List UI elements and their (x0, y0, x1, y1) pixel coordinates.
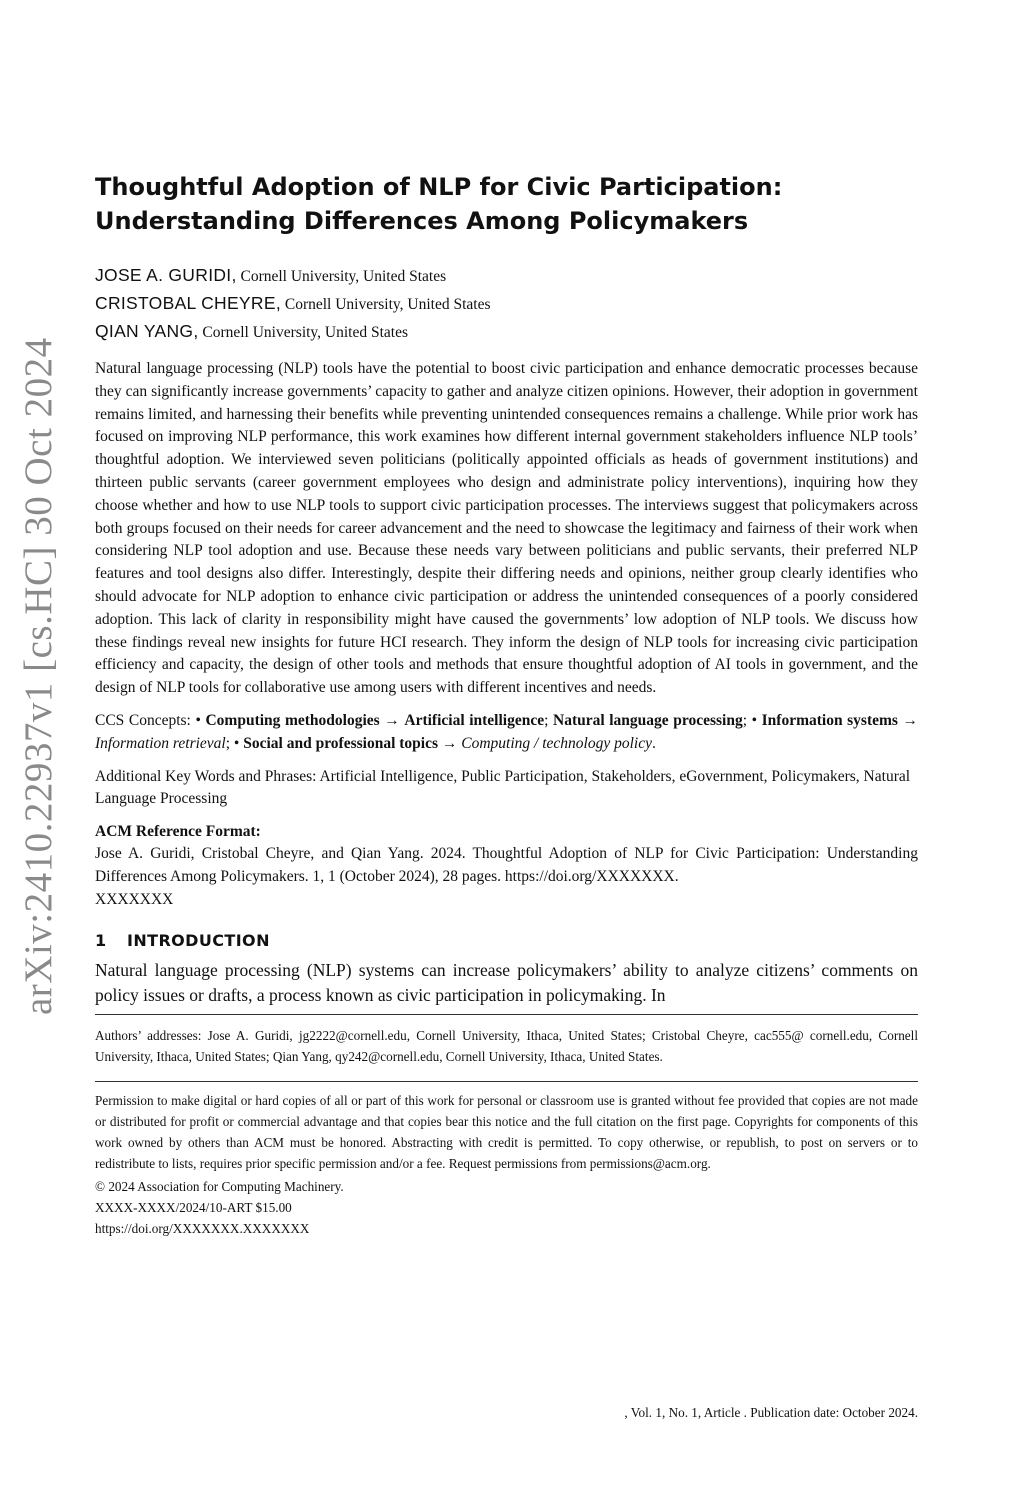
abstract: Natural language processing (NLP) tools have the potential to boost civic participation and enhance democratic processes because they can significantly increase governments’ capacity to gather and analyze citizen opinions. However, their adoption in government remains limited, and harnessing their benefits while preventing unintended consequences remains a challenge. While prior work has focused on improving NLP performance, this work examines how different internal government stakeholders influence NLP tools’ thoughtful adoption. We interviewed seven politicians (politically appointed officials as heads of government institutions) and thirteen public servants (career government employees who design and administrate policy interventions), inquiring how they choose whether and how to use NLP tools to support civic participation processes. The interviews suggest that policymakers across both groups focused on their needs for career advancement and the need to showcase the legitimacy and fairness of their work when considering NLP tool adoption and use. Because these needs vary between politicians and public servants, their preferred NLP features and tool designs also differ. Interestingly, despite their differing needs and opinions, neither group clearly identifies who should advocate for NLP adoption to enhance civic participation or address the unintended consequences of a poorly considered adoption. This lack of clarity in responsibility might have caused the governments’ low adoption of NLP tools. We discuss how these findings reveal new insights for future HCI research. They inform the design of NLP tools for increasing civic participation efficiency and capacity, the design of other tools and methods that ensure thoughtful adoption of AI tools in government, and the design of NLP tools for collaborative use among users with different incentives and needs. (95, 360, 918, 697)
section-heading (95, 930, 918, 952)
reference-format-body (95, 843, 918, 911)
ccs-concept: Natural language processing (553, 711, 743, 729)
ccs-separator: ; • (742, 711, 762, 729)
title-line-1: Thoughtful Adoption of NLP for Civic Participation: (95, 173, 783, 201)
author-name: QIAN YANG, (95, 321, 199, 341)
title-line-2: Understanding Differences Among Policymakers (95, 207, 749, 235)
ccs-end: . (651, 734, 656, 752)
permission-divider (95, 1081, 918, 1082)
ccs-prefix: CCS Concepts: • (95, 711, 206, 729)
ccs-concept: Social and professional topics (243, 734, 439, 752)
author-entry (95, 290, 918, 318)
reference-format-heading: ACM Reference Format: (95, 823, 261, 841)
arxiv-identifier-stamp: arXiv:2410.22937v1 [cs.HC] 30 Oct 2024 (17, 337, 60, 1015)
ccs-concept: Information systems (761, 711, 898, 729)
ccs-concept: Computing methodologies (205, 711, 380, 729)
keywords: Additional Key Words and Phrases: Artificial Intelligence, Public Participation, Stakeholders, eGovernment, Policymakers, Natural Language Processing (95, 767, 911, 808)
author-entry (95, 318, 918, 346)
ccs-concept: Artificial intelligence (404, 711, 545, 729)
ccs-separator: ; (544, 711, 553, 729)
section-title: INTRODUCTION (127, 930, 270, 950)
isbn-line: XXXX-XXXX/2024/10-ART $15.00 (95, 1199, 292, 1215)
paper-body (95, 170, 918, 1239)
ccs-concept: Computing / technology policy (461, 734, 652, 752)
ccs-concept: Information retrieval (95, 734, 226, 752)
author-name: JOSE A. GURIDI, (95, 265, 237, 285)
paper-title (95, 170, 918, 238)
author-name: CRISTOBAL CHEYRE, (95, 293, 281, 313)
author-list (95, 262, 918, 346)
ccs-arrow: → (379, 711, 405, 729)
ccs-separator: ; • (225, 734, 244, 752)
author-addresses: Authors’ addresses: Jose A. Guridi, jg2222@cornell.edu, Cornell University, Ithaca, United States; Cristobal Cheyre, cac555@ cornell.edu, Cornell University, Ithaca, United States; Qian Yang, qy242@cornell.edu, Cornell University, Ithaca, United States. (95, 1027, 918, 1064)
author-entry (95, 262, 918, 290)
ccs-arrow: → (438, 734, 462, 752)
permission-notice: Permission to make digital or hard copies of all or part of this work for personal or classroom use is granted without fee provided that copies are not made or distributed for profit or commercial advantage and that copies bear this notice and the full citation on the first page. Copyrights for components of this work owned by others than ACM must be honored. Abstracting with credit is permitted. To copy otherwise, or republish, to post on servers or to redistribute to lists, requires prior specific permission and/or a fee. Request permissions from permissions@acm.org. (95, 1092, 918, 1171)
ccs-arrow: → (897, 711, 919, 729)
section-number: 1 (95, 930, 107, 950)
reference-citation: Jose A. Guridi, Cristobal Cheyre, and Qian Yang. 2024. Thoughtful Adoption of NLP for Civic Participation: Understanding Differences Among Policymakers. 1, 1 (October 2024), 28 pages. https://doi.org/XXXXXXX. (95, 845, 918, 885)
author-affiliation: Cornell University, United States (198, 324, 409, 341)
ccs-concepts (95, 710, 918, 756)
intro-paragraph: Natural language processing (NLP) systems can increase policymakers’ ability to analyze citizens’ comments on policy issues or drafts, a process known as civic participation in policymaking. In (95, 959, 918, 1005)
doi-link[interactable]: https://doi.org/XXXXXXX.XXXXXXX (95, 1220, 310, 1236)
copyright-line: © 2024 Association for Computing Machinery. (95, 1178, 344, 1194)
footnote-divider (95, 1014, 918, 1015)
author-affiliation: Cornell University, United States (236, 268, 447, 285)
reference-citation-tail: XXXXXXX (95, 890, 174, 908)
page-footer: , Vol. 1, No. 1, Article . Publication date: October 2024. (624, 1405, 918, 1420)
author-affiliation: Cornell University, United States (280, 296, 491, 313)
